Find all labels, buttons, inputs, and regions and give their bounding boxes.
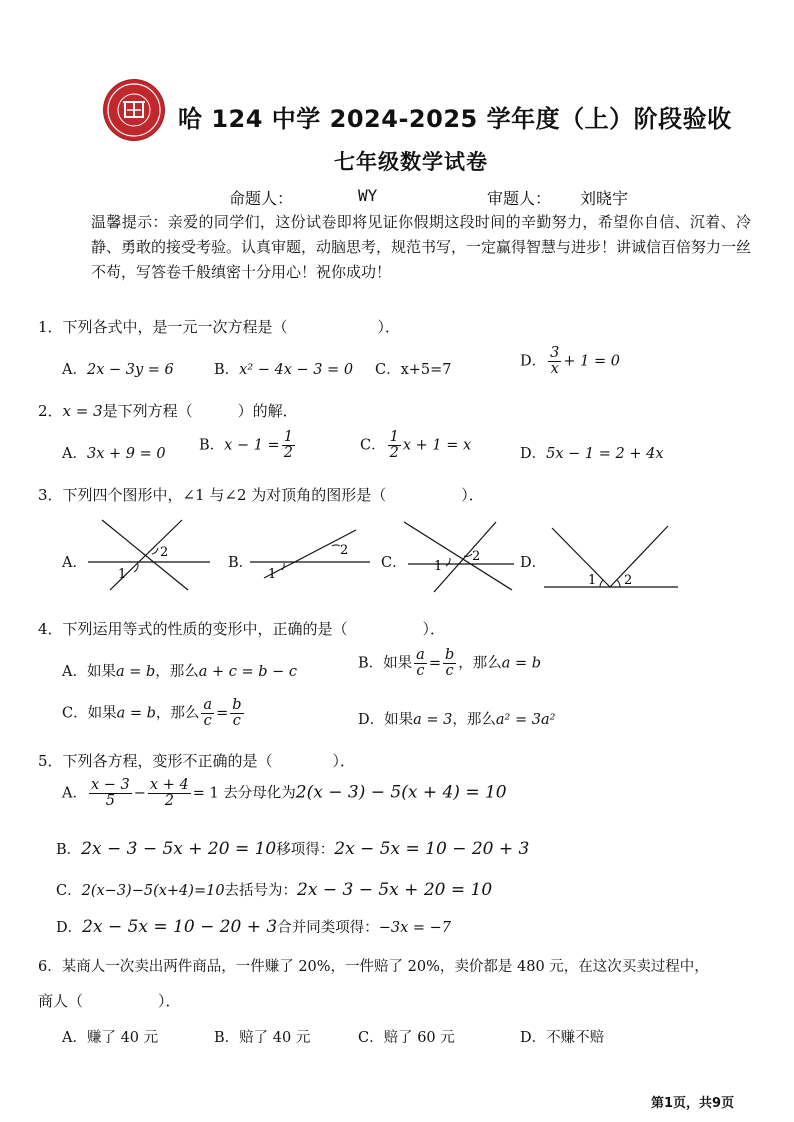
question-5-stem: 5．下列各方程，变形不正确的是（ ）． bbox=[38, 752, 356, 770]
q6-option-c[interactable]: C．赔了 60 元 bbox=[358, 1030, 455, 1046]
q4-option-d-label: D．如果 bbox=[358, 712, 414, 728]
q2-stem-text: 是下列方程（ ）的解． bbox=[102, 402, 298, 420]
q2-option-c-label: C． bbox=[360, 437, 386, 454]
q3-figure-a bbox=[80, 518, 220, 592]
q1-option-b-label: B． bbox=[214, 362, 240, 378]
question-6-stem-line1: 6．某商人一次卖出两件商品，一件赚了 20%，一件赔了 20%，卖价都是 480 元，在这次买卖过程中， bbox=[38, 959, 709, 975]
q5-c-mid: 去括号为： bbox=[224, 883, 298, 899]
q4-option-d-expr2: a² = 3a² bbox=[495, 712, 556, 728]
q5-a-den2: 2 bbox=[164, 793, 174, 810]
question-4-stem: 4．下列运用等式的性质的变形中，正确的是（ ）． bbox=[38, 620, 446, 638]
q5-option-b[interactable] bbox=[56, 838, 529, 859]
q4-option-a-expr1: a = b bbox=[115, 664, 156, 680]
q2-option-d-expr: 5x − 1 = 2 + 4x bbox=[546, 446, 664, 462]
q2-option-c-denominator: 2 bbox=[389, 445, 399, 462]
q1-option-d-denominator: x bbox=[550, 361, 559, 378]
q2-option-a-expr: 3x + 9 = 0 bbox=[86, 446, 166, 462]
reviewer-name: 刘晓宇 bbox=[580, 189, 629, 208]
q2-option-c[interactable] bbox=[360, 430, 471, 461]
q4-b-num1: a bbox=[416, 647, 425, 663]
q5-b-result: 2x − 5x = 10 − 20 + 3 bbox=[334, 839, 530, 859]
q1-option-d-numerator: 3 bbox=[550, 345, 560, 361]
q5-a-num2: x + 4 bbox=[149, 777, 189, 793]
q5-option-a-label: A． bbox=[62, 785, 87, 802]
q5-c-expr: 2(x−3)−5(x+4)=10 bbox=[81, 883, 225, 899]
page-subtitle: 七年级数学试卷 bbox=[334, 150, 488, 174]
reviewer-label: 审题人： bbox=[487, 189, 552, 208]
q4-option-a[interactable] bbox=[62, 660, 297, 681]
q4-option-a-expr2: a + c = b − c bbox=[198, 664, 298, 680]
q3-option-b-label[interactable]: B． bbox=[228, 555, 254, 571]
question-6-stem-line2: 商人（ ）． bbox=[38, 992, 181, 1010]
exam-tip: 温馨提示：亲爱的同学们，这份试卷即将见证你假期这段时间的辛勤努力，希望你自信、沉着、冷静、勇敢的接受考验。认真审题，动脑思考，规范书写，一定赢得智慧与进步！讲诚信百倍努力一丝不苟，写答卷千般缜密十分用心！祝你成功！ bbox=[91, 213, 752, 281]
q3-figure-c bbox=[400, 520, 518, 592]
q4-option-a-label: A．如果 bbox=[62, 664, 116, 680]
seal-emblem-icon bbox=[104, 80, 164, 140]
q3-a-angle-2: 2 bbox=[160, 545, 169, 560]
q4-b-den2: c bbox=[445, 663, 454, 680]
q2-stem-number: 2． bbox=[38, 402, 63, 420]
q4-option-c-label: C．如果 bbox=[62, 705, 117, 722]
q3-d-angle-1: 1 bbox=[588, 573, 597, 588]
q5-option-c-label: C． bbox=[56, 883, 82, 899]
q5-a-rest: = 1 去分母化为 bbox=[192, 785, 296, 802]
q4-option-b-expr2: a = b bbox=[501, 655, 542, 672]
q4-b-den1: c bbox=[416, 663, 425, 680]
q1-option-b[interactable] bbox=[214, 358, 353, 379]
school-seal-logo bbox=[104, 80, 164, 140]
q3-figure-d bbox=[542, 524, 682, 590]
q5-a-minus: − bbox=[133, 785, 146, 802]
question-3-stem: 3．下列四个图形中，∠1 与∠2 为对顶角的图形是（ ）． bbox=[38, 486, 484, 504]
q5-b-mid: 移项得： bbox=[276, 842, 335, 858]
q4-option-c[interactable] bbox=[62, 698, 246, 729]
q3-option-a-label[interactable]: A． bbox=[62, 555, 87, 571]
q5-option-d[interactable] bbox=[56, 916, 451, 937]
q1-option-c[interactable] bbox=[375, 358, 452, 379]
q4-option-b[interactable] bbox=[358, 648, 541, 679]
q5-option-c[interactable] bbox=[56, 879, 492, 900]
q1-option-b-expr: x² − 4x − 3 = 0 bbox=[239, 362, 354, 378]
q3-d-angle-2: 2 bbox=[624, 573, 633, 588]
question-1-stem: 1．下列各式中，是一元一次方程是（ ）． bbox=[38, 318, 401, 336]
q5-option-b-label: B． bbox=[56, 842, 82, 858]
q4-option-d-mid: ，那么 bbox=[452, 712, 496, 728]
q4-b-num2: b bbox=[444, 647, 455, 663]
q3-b-angle-1: 1 bbox=[268, 567, 277, 582]
q3-option-c-label[interactable]: C． bbox=[381, 555, 407, 571]
q3-option-d-label[interactable]: D． bbox=[520, 555, 547, 571]
q4-c-eq: = bbox=[216, 705, 229, 722]
q2-option-b-denominator: 2 bbox=[283, 445, 293, 462]
q1-option-d-label: D． bbox=[520, 353, 547, 370]
q5-option-d-label: D． bbox=[56, 920, 83, 936]
q2-option-a[interactable] bbox=[62, 442, 166, 463]
q2-option-b-expr: x − 1 = bbox=[224, 437, 280, 454]
q5-d-expr: 2x − 5x = 10 − 20 + 3 bbox=[82, 917, 278, 937]
q3-c-angle-1: 1 bbox=[434, 559, 443, 574]
q4-c-den1: c bbox=[203, 713, 212, 730]
q1-option-d-rest: + 1 = 0 bbox=[563, 353, 620, 370]
setter-name: WY bbox=[358, 186, 378, 205]
q6-option-d[interactable]: D．不赚不赔 bbox=[520, 1030, 605, 1046]
q5-a-result: 2(x − 3) − 5(x + 4) = 10 bbox=[295, 782, 507, 803]
q4-option-a-mid: ，那么 bbox=[155, 664, 199, 680]
q5-a-num1: x − 3 bbox=[90, 777, 130, 793]
q6-option-b[interactable]: B．赔了 40 元 bbox=[214, 1030, 311, 1046]
q2-option-b-label: B． bbox=[199, 437, 225, 454]
q3-b-angle-2: 2 bbox=[340, 543, 349, 558]
q4-b-eq: = bbox=[428, 655, 441, 672]
q4-option-b-label: B．如果 bbox=[358, 655, 413, 672]
q2-option-d-label: D． bbox=[520, 446, 547, 462]
q3-figure-b bbox=[248, 528, 378, 580]
q2-option-b-numerator: 1 bbox=[283, 429, 293, 445]
q4-c-num2: b bbox=[232, 697, 242, 713]
page-title: 哈 124 中学 2024-2025 学年度（上）阶段验收 bbox=[178, 105, 732, 133]
q1-option-d[interactable] bbox=[520, 346, 620, 377]
q3-a-angle-1: 1 bbox=[118, 567, 127, 582]
q4-option-d[interactable] bbox=[358, 708, 555, 729]
q4-option-c-expr1: a = b bbox=[116, 705, 156, 722]
q2-stem-expr: x = 3 bbox=[62, 402, 103, 420]
q1-option-c-expr: x+5=7 bbox=[400, 362, 452, 378]
q5-a-den1: 5 bbox=[105, 793, 115, 810]
q5-b-expr: 2x − 3 − 5x + 20 = 10 bbox=[81, 839, 277, 859]
setter-label: 命题人： bbox=[229, 189, 294, 208]
q5-d-result: −3x = −7 bbox=[378, 920, 452, 936]
q5-option-a[interactable] bbox=[62, 778, 507, 809]
q4-option-d-expr1: a = 3 bbox=[413, 712, 453, 728]
q1-option-a-expr: 2x − 3y = 6 bbox=[86, 362, 174, 378]
q2-option-a-label: A． bbox=[62, 446, 87, 462]
q4-option-b-mid: ，那么 bbox=[458, 655, 502, 672]
page-number: 第1页，共9页 bbox=[651, 1096, 735, 1111]
q1-option-a-label: A． bbox=[62, 362, 87, 378]
q2-option-c-expr: x + 1 = x bbox=[402, 437, 472, 454]
q1-option-c-label: C． bbox=[375, 362, 401, 378]
q1-option-a[interactable] bbox=[62, 358, 174, 379]
question-2-stem bbox=[38, 400, 298, 421]
q6-option-a[interactable]: A．赚了 40 元 bbox=[62, 1030, 159, 1046]
q2-option-c-numerator: 1 bbox=[389, 429, 399, 445]
q2-option-d[interactable] bbox=[520, 442, 664, 463]
q4-c-num1: a bbox=[203, 697, 213, 713]
q2-option-b[interactable] bbox=[199, 430, 297, 461]
q5-d-mid: 合并同类项得： bbox=[277, 920, 379, 936]
q4-c-den2: c bbox=[232, 713, 241, 730]
q4-option-c-mid: ，那么 bbox=[155, 705, 200, 722]
q5-c-result: 2x − 3 − 5x + 20 = 10 bbox=[297, 880, 493, 900]
q3-c-angle-2: 2 bbox=[472, 549, 481, 564]
